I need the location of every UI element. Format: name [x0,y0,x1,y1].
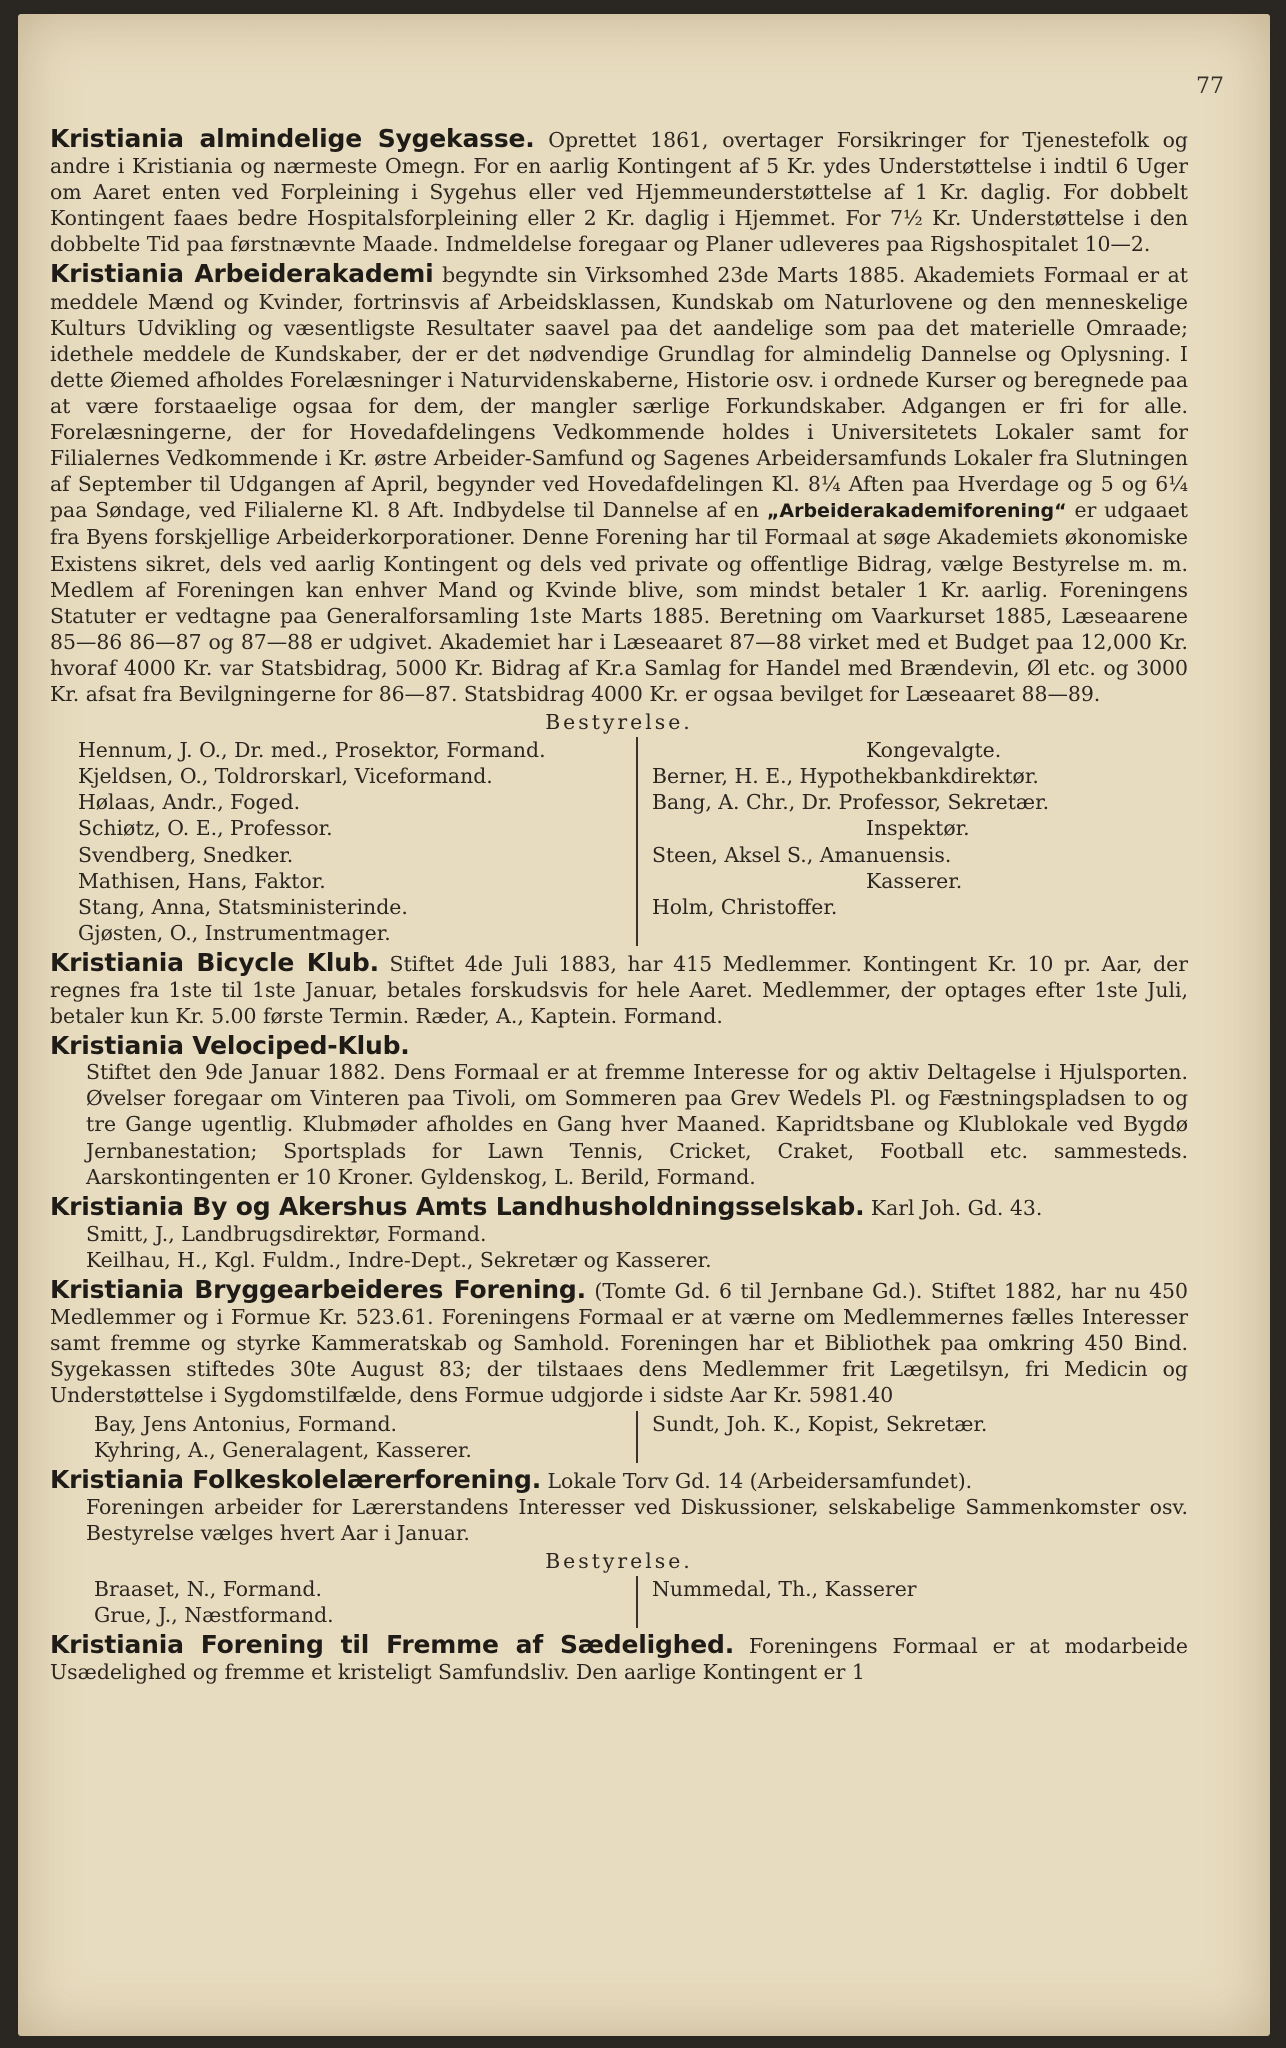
role-heading: Inspektør. [866,816,970,841]
entry-text: Stiftet 4de Juli 1883, har 415 Medlemmer. Kontingent Kr. 10 pr. Aar, der regnes fra 1ste til 1ste Januar, betales forskudsvis for hele Aaret. Medlemmer, der optages efter 1ste Juli, betaler kun Kr. 5.00 første Termin. Ræder, A., Kaptein. Formand. [50,951,1188,1029]
board-members-right [638,1576,917,1628]
member-row: Bang, A. Chr., Dr. Professor, Sekretær. [652,790,1050,815]
entry-velociped-klub [50,1033,1188,1190]
entry-folkeskolelaererforening [50,1464,1188,1629]
entry-text-continued: Foreningen arbeider for Lærerstandens Interesser ved Diskussioner, selskabelige Sammenkomster osv. Bestyrelse vælges hvert Aar i Januar. [86,1494,1188,1545]
board-heading: Bestyrelse. [545,1548,693,1573]
board-members [50,1411,1188,1463]
entry-text: begyndte sin Virksomhed 23de Marts 1885. Akademiets Formaal er at meddele Mænd og Kvinder, fortrinsvis af Arbeidsklassen, Kundskab om Naturlovene og den menneskelige Kulturs Udvikling og væsentligste Resultater saavel paa det aandelige som paa det materielle Omraade; idethele meddele de Kundskaber, der er det nødvendige Grundlag for almindelig Dannelse og Oplysning. I dette Øiemed afholdes Forelæsninger i Naturvidenskaberne, Historie osv. i ordnede Kurser og beregnede paa at være forstaaelige ogsaa for dem, der mangler særlige Forkundskaber. Adgangen er fri for alle. Forelæsningerne, der for Hovedafdelingens Vedkommende holdes i Universitetets Lokaler samt for Filialernes Vedkommende i Kr. østre Arbeider-Samfund og Sagenes Arbeidersamfunds Lokaler fra Slutningen af September til Udgangen af April, begynder ved Hovedafdelingen Kl. 8¼ Aften paa Hverdage og 5 og 6¼ paa Søndage, ved Filialerne Kl. 8 Aft. Indbydelse til Dannelse af en [50,263,1189,523]
member-row: Stang, Anna, Statsministerinde. [78,894,408,919]
member-line: Smitt, J., Landbrugsdirektør, Formand. [86,1221,487,1246]
member-row: Gjøsten, O., Instrumentmager. [78,920,391,945]
member-row: Mathisen, Hans, Faktor. [78,868,326,893]
entry-address: Karl Joh. Gd. 43. [870,1195,1043,1220]
entry-arbeiderakademi [50,261,1188,945]
inline-organization-name: „Arbeiderakademiforening“ [766,500,1067,523]
entry-title: Kristiania almindelige Sygekasse. [50,124,535,153]
entry-bicycle-klub [50,947,1188,1029]
entry-title: Kristiania Bicycle Klub. [50,947,379,977]
board-members-left [94,1411,638,1463]
board-members-left [78,737,638,946]
member-row: Berner, H. E., Hypothekbankdirektør. [652,764,1039,789]
entry-bryggearbeideres-forening [50,1277,1188,1463]
entry-text: Foreningens Formaal er at modarbeide Usædelighed og fremme et kristeligt Samfundsliv. Den aarlige Kontingent er 1 [50,1634,1188,1685]
entry-sygekasse [50,126,1188,257]
member-row: Grue, J., Næstformand. [94,1603,334,1628]
member-row: Holm, Christoffer. [652,894,838,919]
board-members-right [638,737,1049,946]
member-row: Bay, Jens Antonius, Formand. [94,1411,397,1436]
board-members [50,737,1188,946]
entry-text-continued: er udgaaet fra Byens forskjellige Arbeiderkorporationer. Denne Forening har til Formaal at søge Akademiets økonomiske Existens sikret, dels ved aarlig Kontingent og dels ved private og offentlige Bidrag, vælge Bestyrelse m. m. Medlem af Foreningen kan enhver Mand og Kvinde blive, som mindst betaler 1 Kr. aarlig. Foreningens Statuter er vedtagne paa Generalforsamling 1ste Marts 1885. Beretning om Vaarkurset 1885, Læseaarene 85—86 86—87 og 87—88 er udgivet. Akademiet har i Læseaaret 87—88 virket med et Budget paa 12,000 Kr. hvoraf 4000 Kr. var Statsbidrag, 5000 Kr. Bidrag af Kr.a Samlag for Handel med Brændevin, Øl etc. og 3000 Kr. afsat fra Bevilgningerne for 86—87. Statsbidrag 4000 Kr. er ogsaa bevilget for Læseaaret 88—89. [50,498,1188,706]
member-line: Keilhau, H., Kgl. Fuldm., Indre-Dept., Sekretær og Kasserer. [86,1247,712,1272]
board-members-right [638,1411,987,1463]
member-row: Nummedal, Th., Kasserer [652,1577,917,1602]
member-row: Kyhring, A., Generalagent, Kasserer. [94,1437,472,1462]
entry-landhusholdningsselskab [50,1191,1188,1273]
entry-forening-saedelighed [50,1632,1188,1685]
page-number: 77 [1196,74,1224,99]
board-members-left [94,1576,638,1628]
member-row: Schiøtz, O. E., Professor. [78,816,333,841]
entry-text: Stiftet den 9de Januar 1882. Dens Formaal er at fremme Interesse for og aktiv Deltagelse i Hjulsporten. Øvelser foregaar om Vinteren paa Tivoli, om Sommeren paa Grev Wedels Pl. og Fæstningspladsen to og tre Gange ugentlig. Klubmøder afholdes en Gang hver Maaned. Kapridtsbane og Klublokale ved Bygdø Jernbanestation; Sportsplads for Lawn Tennis, Cricket, Craket, Football etc. sammesteds. Aarskontingenten er 10 Kroner. Gyldenskog, L. Berild, Formand. [86,1060,1188,1189]
member-row: Sundt, Joh. K., Kopist, Sekretær. [652,1411,988,1436]
entry-text: Oprettet 1861, overtager Forsikringer for Tjenestefolk og andre i Kristiania og nærmeste Omegn. For en aarlig Kontingent af 5 Kr. ydes Understøttelse i indtil 6 Uger om Aaret enten ved Forpleining i Sygehus eller ved Hjemmeunderstøttelse af 1 Kr. daglig. For dobbelt Kontingent faaes bedre Hospitalsforpleining eller 2 Kr. daglig i Hjemmet. For 7½ Kr. Understøttelse i den dobbelte Tid paa førstnævnte Maade. Indmeldelse foregaar og Planer udleveres paa Rigshospitalet 10—2. [50,128,1188,257]
entry-title: Kristiania Bryggearbeideres Forening. [50,1275,586,1305]
entry-title: Kristiania Forening til Fremme af Sædelighed. [50,1630,734,1660]
page-content [50,126,1188,1689]
member-row: Kjeldsen, O., Toldrorskarl, Viceformand. [78,764,493,789]
role-heading: Kongevalgte. [866,738,1002,763]
member-row: Svendberg, Snedker. [78,842,294,867]
entry-text: Lokale Torv Gd. 14 (Arbeidersamfundet). [547,1468,973,1493]
entry-title: Kristiania By og Akershus Amts Landhusholdningsselskab. [50,1191,865,1221]
board-heading: Bestyrelse. [545,710,693,735]
board-members [50,1576,1188,1628]
member-row: Steen, Aksel S., Amanuensis. [652,842,952,867]
entry-text: (Tomte Gd. 6 til Jernbane Gd.). Stiftet 1882, har nu 450 Medlemmer og i Formue Kr. 523.61. Foreningens Formaal er at værne om Medlemmernes fælles Interesser samt fremme og styrke Kammeratskab og Samhold. Foreningen har et Bibliothek paa omkring 450 Bind. Sygekassen stiftedes 30te August 83; der tilstaaes dens Medlemmer frit Lægetilsyn, fri Medicin og Understøttelse i Sygdomstilfælde, dens Formue udgjorde i sidste Aar Kr. 5981.40 [50,1279,1188,1408]
member-row: Hennum, J. O., Dr. med., Prosektor, Formand. [78,738,546,763]
entry-title: Kristiania Arbeiderakademi [50,259,434,289]
member-row: Braaset, N., Formand. [94,1577,322,1602]
member-row: Hølaas, Andr., Foged. [78,790,301,815]
role-heading: Kasserer. [866,868,963,893]
entry-title: Kristiania Velociped-Klub. [50,1031,410,1061]
document-page [18,14,1270,2036]
entry-title: Kristiania Folkeskolelærerforening. [50,1464,542,1494]
